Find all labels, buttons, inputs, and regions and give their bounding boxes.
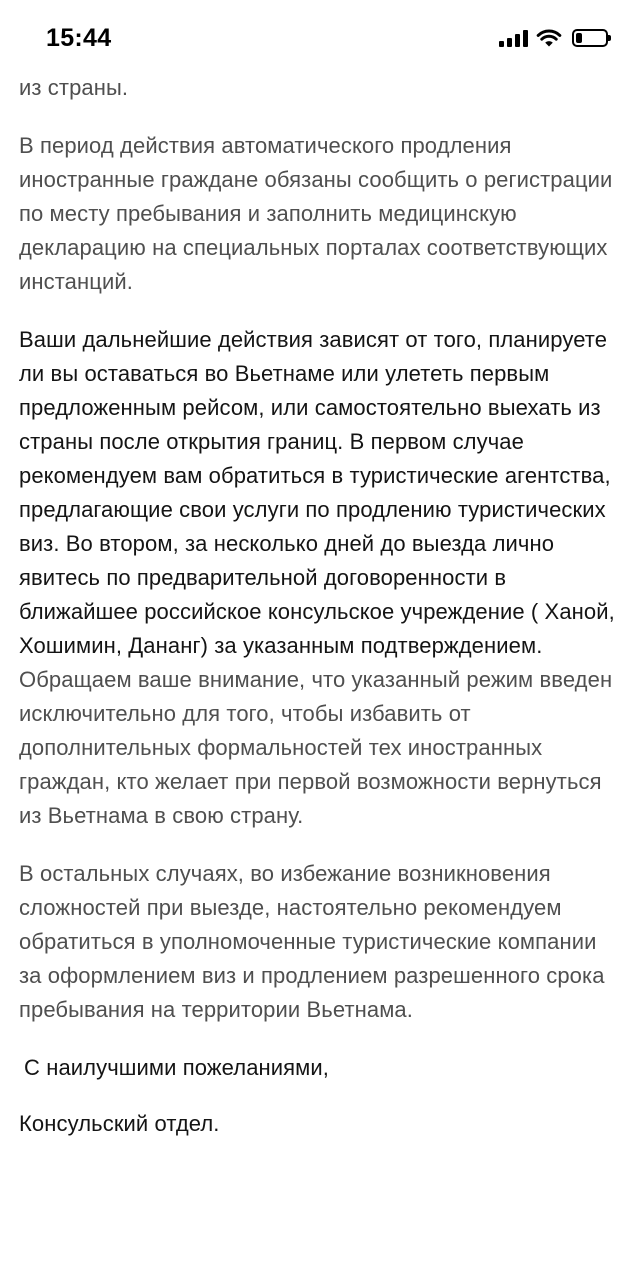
paragraph-notice: Обращаем ваше внимание, что указанный режим введен исключительно для того, чтобы избавить от дополнительных формальностей тех иностранных граждан, кто желает при первой возможности вернуться из Вьетнама в свою страну. — [19, 667, 613, 828]
paragraph-tail: из страны. — [19, 75, 129, 100]
status-bar — [0, 0, 636, 76]
paragraph-other-cases: В остальных случаях, во избежание возникновения сложностей при выезде, настоятельно рекомендуем обратиться в уполномоченные туристические компании за оформлением виз и продлением разрешенного срока пребывания на территории Вьетнама. — [19, 861, 605, 1022]
article-body — [19, 71, 625, 1141]
signal-icon — [499, 29, 528, 47]
paragraph-further-actions: Ваши дальнейшие действия зависят от того, планируете ли вы оставаться во Вьетнаме или улететь первым предложенным рейсом, или самостоятельно выехать из страны после открытия границ. В первом случае рекомендуем вам обратиться в туристические агентства, предлагающие свои услуги по продлению туристических виз. Во втором, за несколько дней до выезда лично явитесь по предварительной договоренности в ближайшее российское консульское учреждение ( Ханой, Хошимин, Дананг) за указанным подтверждением. — [19, 327, 615, 658]
battery-fill — [576, 33, 582, 43]
status-icons — [499, 27, 608, 49]
closing-greeting: С наилучшими пожеланиями, — [24, 1055, 330, 1080]
battery-tip — [608, 35, 611, 41]
status-time: 15:44 — [46, 24, 112, 52]
wifi-icon — [536, 28, 562, 48]
battery-icon — [572, 29, 608, 47]
paragraph-registration: В период действия автоматического продления иностранные граждане обязаны сообщить о регистрации по месту пребывания и заполнить медицинскую декларацию на специальных порталах соответствующих инстанций. — [19, 133, 613, 294]
signature: Консульский отдел. — [19, 1111, 220, 1136]
